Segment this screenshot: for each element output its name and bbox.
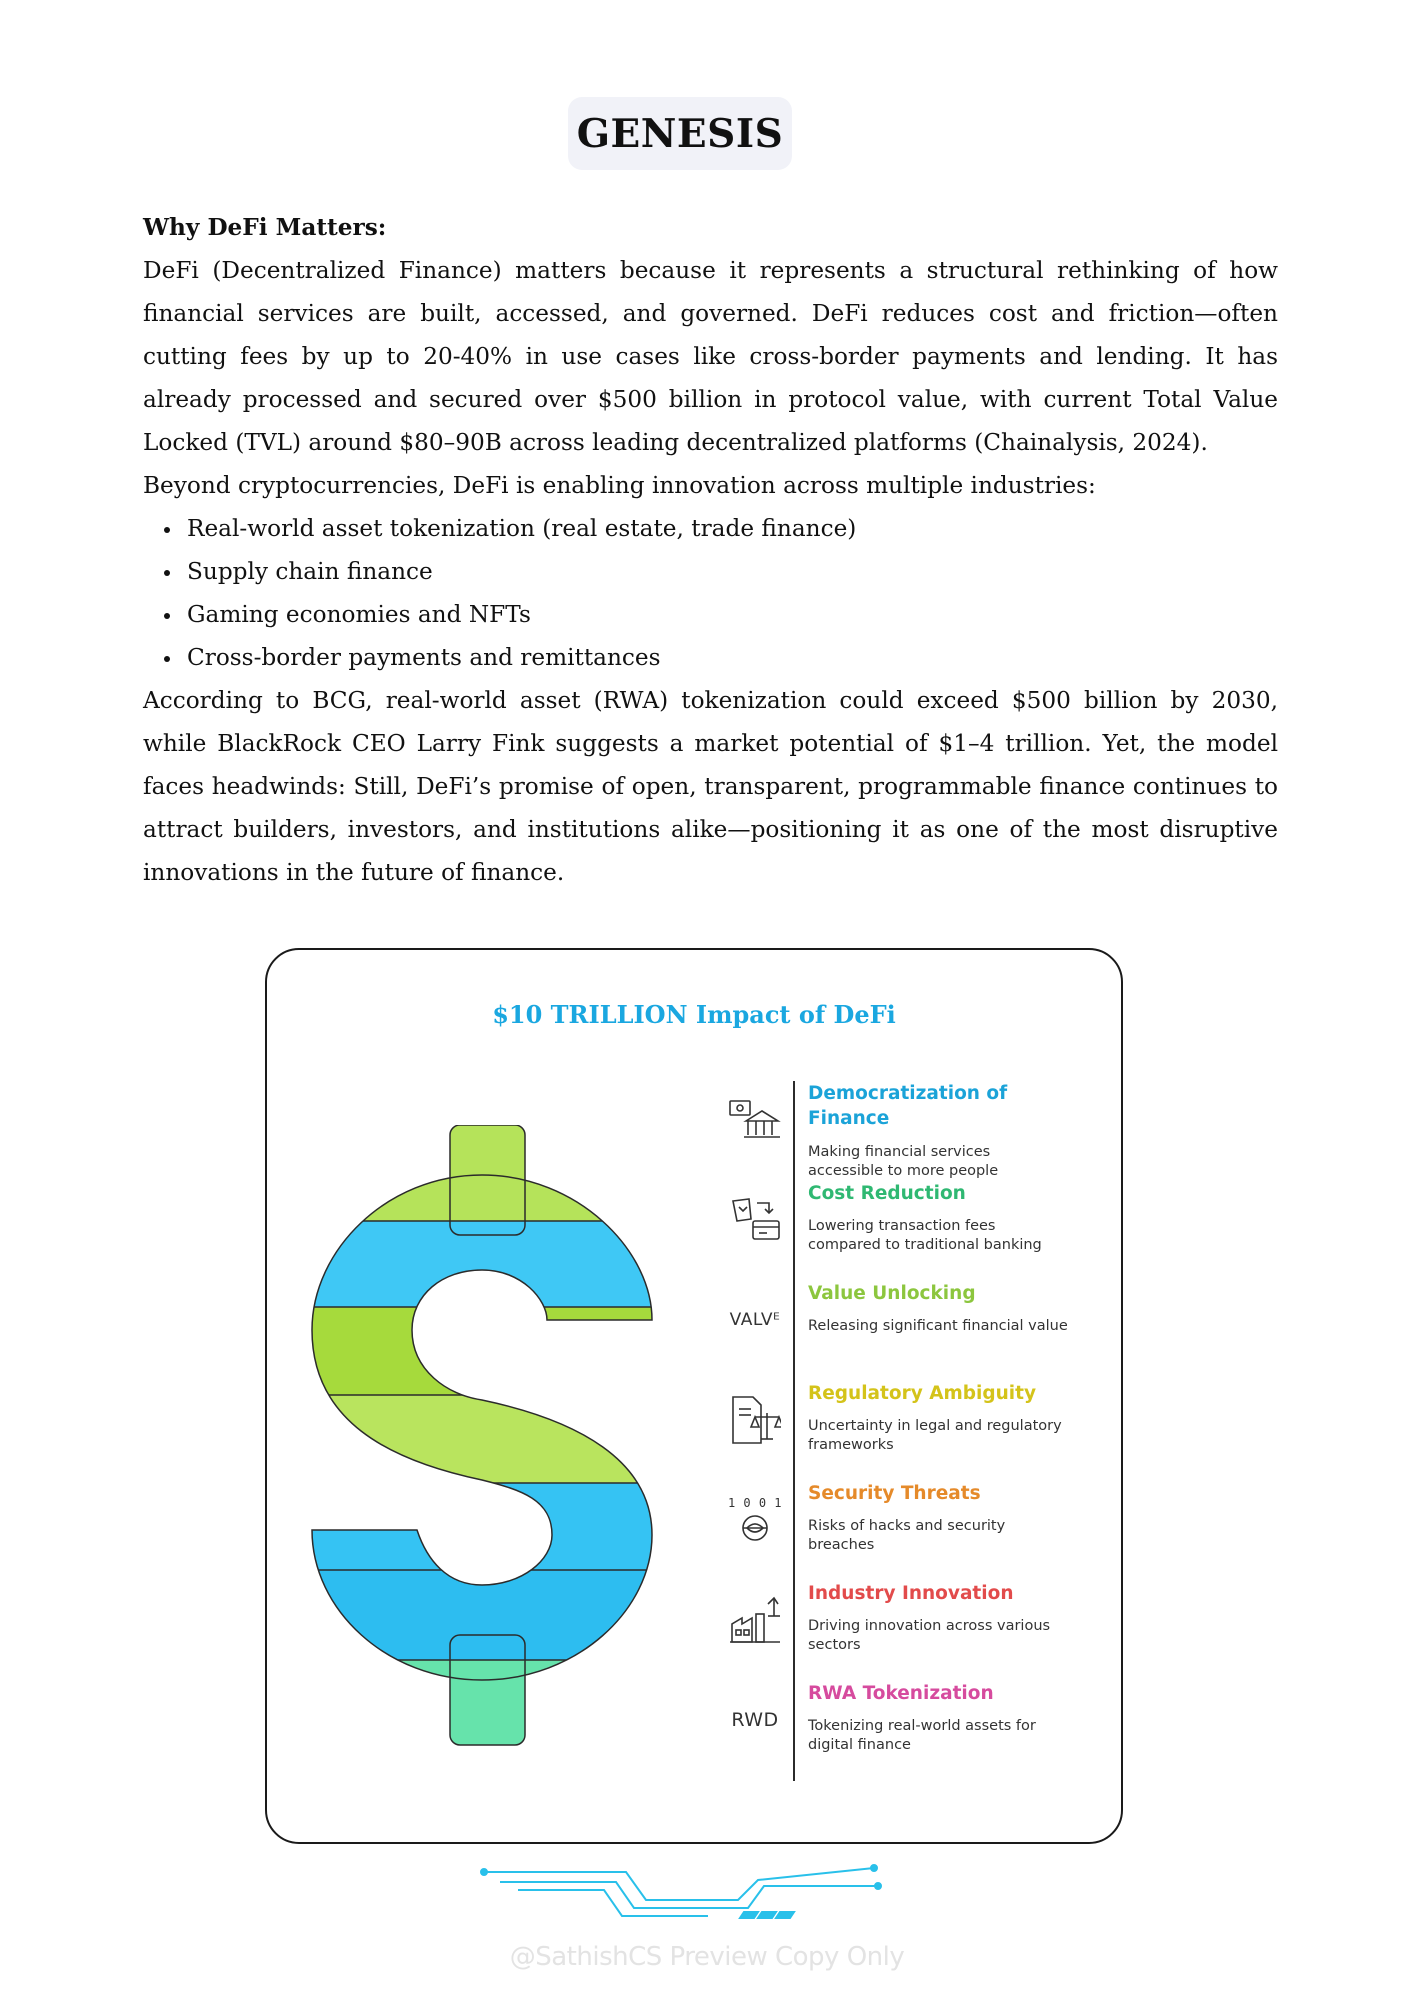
item-desc: Tokenizing real-world assets for digital finance bbox=[808, 1718, 1036, 1753]
page-title: GENESIS bbox=[576, 110, 784, 157]
item-desc: Releasing significant financial value bbox=[808, 1318, 1068, 1334]
item-title: Value Unlocking bbox=[808, 1283, 976, 1304]
divider bbox=[793, 1481, 795, 1581]
factory-robot-icon bbox=[726, 1589, 784, 1651]
infographic-card bbox=[265, 948, 1123, 1844]
list-item: Supply chain finance bbox=[143, 550, 1278, 593]
impact-item-regulatory bbox=[726, 1381, 1106, 1481]
paragraph-3: According to BCG, real-world asset (RWA) tokenization could exceed $500 billion by 2030, while BlackRock CEO Larry Fink suggests a market potential of $1–4 trillion. Yet, the model faces headwinds: Still, DeFi’s promise of open, transparent, programmable finance continues to attract builders, investors, and institutions alike—positioning it as one of the most disruptive innovations in the future of finance. bbox=[143, 687, 1278, 886]
impact-item-industry bbox=[726, 1581, 1106, 1681]
rwd-text-icon bbox=[726, 1689, 784, 1751]
dollar-sign-graphic bbox=[307, 1125, 657, 1755]
item-title: Industry Innovation bbox=[808, 1583, 1014, 1604]
divider bbox=[793, 1581, 795, 1681]
item-desc: Lowering transaction fees compared to traditional banking bbox=[808, 1218, 1042, 1253]
wallet-transfer-icon bbox=[726, 1189, 784, 1251]
item-title: Cost Reduction bbox=[808, 1183, 966, 1204]
impact-item-democratization bbox=[726, 1081, 1106, 1181]
impact-item-security bbox=[726, 1481, 1106, 1581]
item-title: RWA Tokenization bbox=[808, 1683, 994, 1704]
icon-label: 1 0 0 1 bbox=[727, 1496, 783, 1510]
divider bbox=[793, 1281, 795, 1381]
item-title: Security Threats bbox=[808, 1483, 981, 1504]
main-content bbox=[143, 206, 1278, 894]
divider bbox=[793, 1081, 795, 1181]
item-desc: Making financial services accessible to more people bbox=[808, 1144, 999, 1179]
icon-label: RWD bbox=[731, 1709, 779, 1731]
divider bbox=[793, 1681, 795, 1781]
divider bbox=[793, 1381, 795, 1481]
title-chip bbox=[568, 97, 792, 170]
impact-item-value-unlocking bbox=[726, 1281, 1106, 1381]
icon-label: VALVᴱ bbox=[729, 1310, 781, 1330]
circuit-decoration bbox=[478, 1860, 898, 1920]
impact-item-rwa bbox=[726, 1681, 1106, 1781]
item-desc: Uncertainty in legal and regulatory frameworks bbox=[808, 1418, 1062, 1453]
item-title: Regulatory Ambiguity bbox=[808, 1383, 1037, 1404]
paragraph-2: Beyond cryptocurrencies, DeFi is enabling innovation across multiple industries: bbox=[143, 472, 1096, 499]
impact-item-cost-reduction bbox=[726, 1181, 1106, 1281]
paragraph-1: DeFi (Decentralized Finance) matters because it represents a structural rethinking of how financial services are built, accessed, and governed. DeFi reduces cost and friction—often cutting fees by up to 20-40% in use cases like cross-border payments and lending. It has already processed and secured over $500 billion in protocol value, with current Total Value Locked (TVL) around $80–90B across leading decentralized platforms (Chainalysis, 2024). bbox=[143, 257, 1278, 456]
divider bbox=[793, 1181, 795, 1281]
watermark: @SathishCS Preview Copy Only bbox=[509, 1942, 905, 1972]
item-desc: Driving innovation across various sectors bbox=[808, 1618, 1051, 1653]
list-item: Cross-border payments and remittances bbox=[143, 636, 1278, 679]
valve-text-icon bbox=[726, 1289, 784, 1351]
industry-list bbox=[143, 507, 1278, 679]
list-item: Real-world asset tokenization (real estate, trade finance) bbox=[143, 507, 1278, 550]
bank-icon bbox=[726, 1089, 784, 1151]
item-title: Democratization of Finance bbox=[808, 1083, 1008, 1129]
section-heading: Why DeFi Matters: bbox=[143, 214, 387, 241]
binary-bug-icon bbox=[726, 1489, 784, 1551]
list-item: Gaming economies and NFTs bbox=[143, 593, 1278, 636]
impact-list bbox=[726, 1081, 1106, 1781]
item-desc: Risks of hacks and security breaches bbox=[808, 1518, 1006, 1553]
infographic-title: $10 TRILLION Impact of DeFi bbox=[492, 1000, 896, 1029]
document-scales-icon bbox=[726, 1389, 784, 1451]
